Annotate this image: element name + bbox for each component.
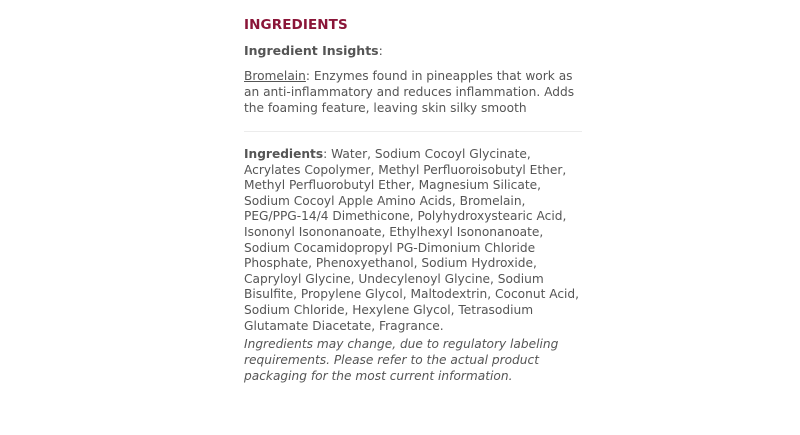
ingredient-insights-heading (244, 43, 383, 58)
insight-term-link[interactable]: Bromelain (244, 69, 306, 83)
ingredients-label: Ingredients (244, 147, 324, 161)
ingredients-paragraph (244, 147, 584, 334)
insight-description: : Enzymes found in pineapples that work as an anti-inflammatory and reduces inflammation. Adds the foaming feature, leaving skin silky smooth (244, 69, 575, 115)
section-title: INGREDIENTS (244, 17, 348, 33)
ingredient-insights-colon: : (378, 43, 383, 58)
ingredient-insights-label: Ingredient Insights (244, 43, 379, 58)
section-divider (244, 131, 582, 132)
insight-paragraph (244, 68, 584, 116)
ingredients-list: : Water, Sodium Cocoyl Glycinate, Acrylates Copolymer, Methyl Perfluoroisobutyl Ether, Methyl Perfluorobutyl Ether, Magnesium Silicate, Sodium Cocoyl Apple Amino Acids, Bromelain, PEG/PPG-14/4 Dimethicone, Polyhydroxystearic Acid, Isononyl Isononanoate, Ethylhexyl Isononanoate, Sodium Cocamidopropyl PG-Dimonium Chloride Phosphate, Phenoxyethanol, Sodium Hydroxide, Capryloyl Glycine, Undecylenoyl Glycine, Sodium Bisulfite, Propylene Glycol, Maltodextrin, Coconut Acid, Sodium Chloride, Hexylene Glycol, Tetrasodium Glutamate Diacetate, Fragrance. (244, 147, 580, 333)
ingredients-disclaimer: Ingredients may change, due to regulatory labeling requirements. Please refer to the actual product packaging for the most current information. (244, 337, 559, 383)
